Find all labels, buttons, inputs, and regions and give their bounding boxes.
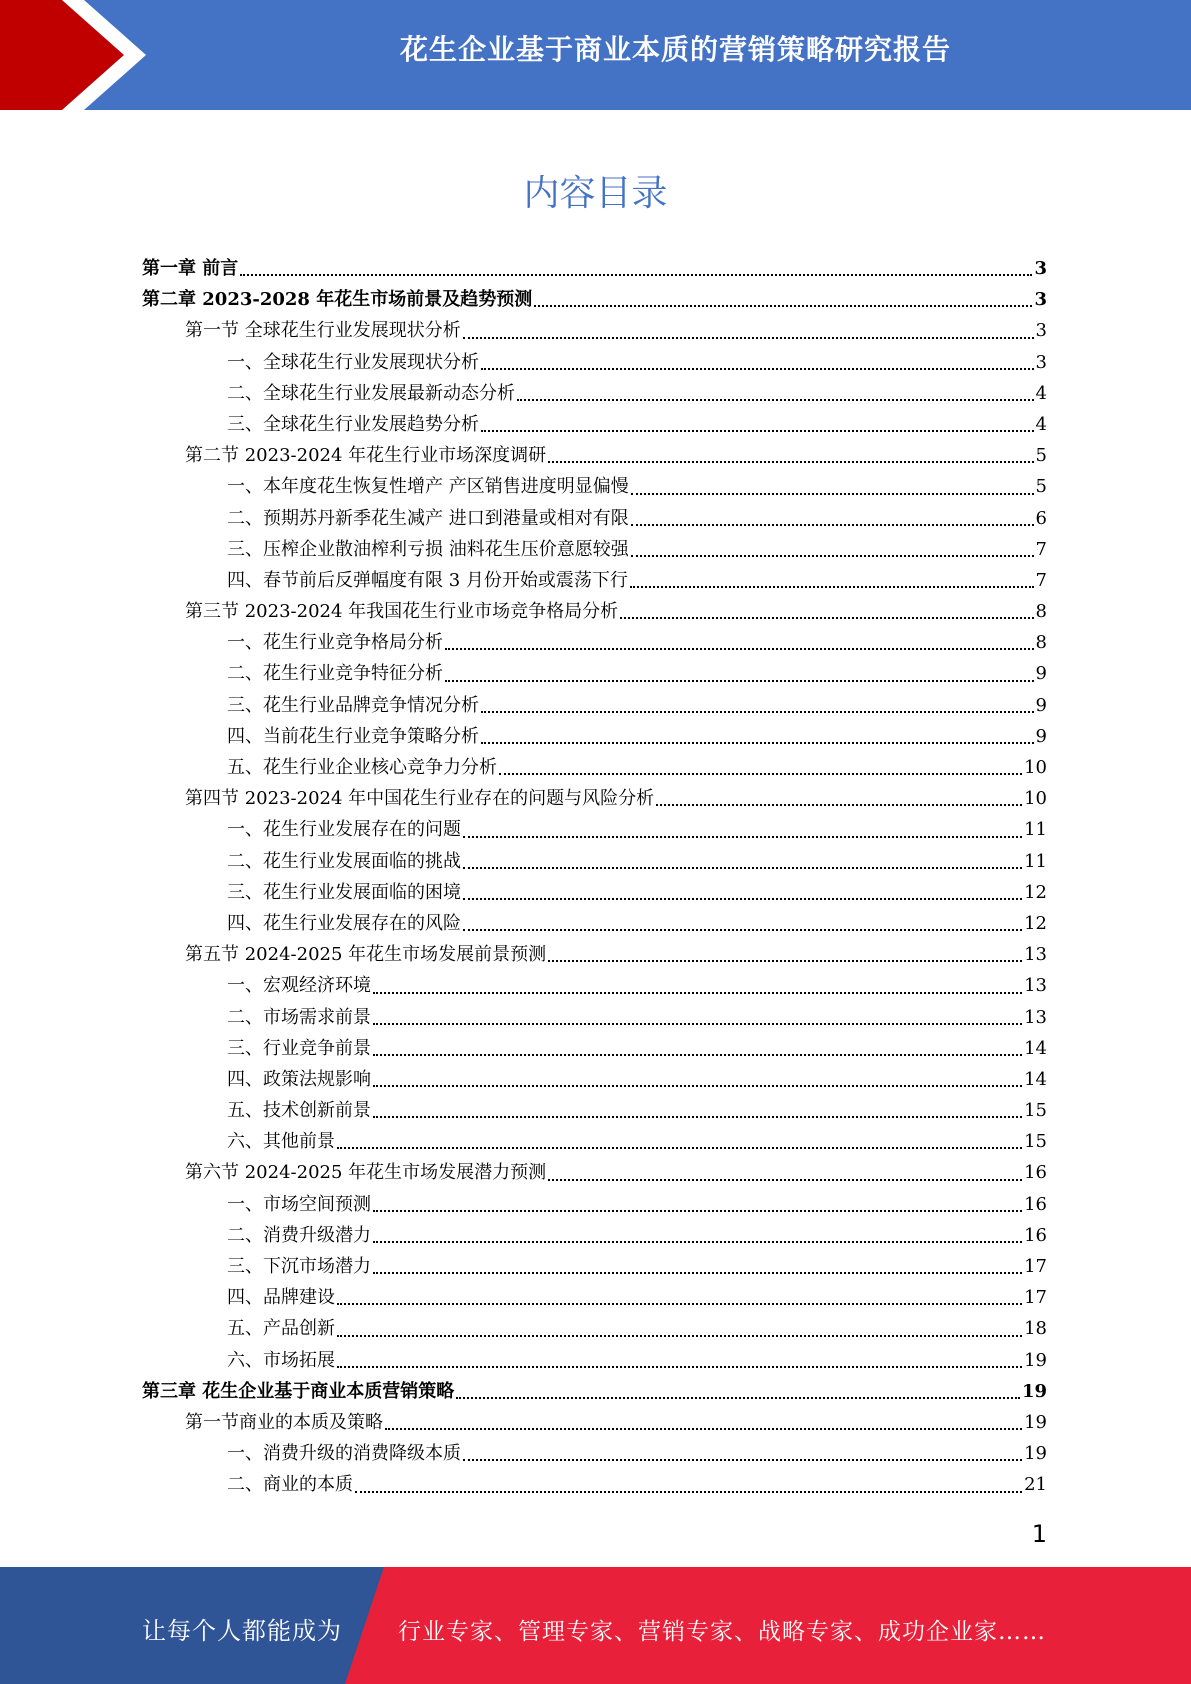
toc-entry-label: 四、花生行业发展存在的风险 — [227, 912, 461, 934]
toc-entry[interactable] — [142, 1314, 1047, 1345]
toc-entry-label: 第五节 2024-2025 年花生市场发展前景预测 — [185, 944, 547, 966]
toc-entry-label: 第一节商业的本质及策略 — [185, 1411, 383, 1433]
toc-entry-label: 第六节 2024-2025 年花生市场发展潜力预测 — [185, 1162, 547, 1184]
toc-entry[interactable] — [142, 254, 1047, 285]
toc-entry[interactable] — [142, 1034, 1047, 1065]
toc-entry[interactable] — [142, 441, 1047, 472]
toc-entry-label: 二、全球花生行业发展最新动态分析 — [227, 382, 515, 404]
toc-entry-page: 17 — [1024, 1287, 1047, 1309]
toc-entry-label: 五、产品创新 — [227, 1318, 335, 1340]
toc-leader-dots — [481, 710, 1034, 713]
toc-entry-label: 一、宏观经济环境 — [227, 975, 371, 997]
toc-entry-page: 3 — [1034, 289, 1047, 311]
toc-entry-page: 8 — [1035, 601, 1047, 623]
toc-entry-page: 16 — [1024, 1193, 1047, 1215]
toc-entry[interactable] — [142, 504, 1047, 535]
toc-leader-dots — [620, 616, 1033, 619]
toc-entry-label: 二、预期苏丹新季花生减产 进口到港量或相对有限 — [227, 507, 629, 529]
toc-entry[interactable] — [142, 722, 1047, 753]
toc-entry[interactable] — [142, 940, 1047, 971]
toc-entry[interactable] — [142, 628, 1047, 659]
toc-entry[interactable] — [142, 1408, 1047, 1439]
toc-entry-page: 3 — [1035, 351, 1047, 373]
toc-entry-page: 5 — [1035, 476, 1047, 498]
toc-leader-dots — [463, 866, 1022, 869]
toc-entry-label: 四、当前花生行业竞争策略分析 — [227, 725, 479, 747]
toc-entry-label: 第一章 前言 — [142, 258, 239, 279]
toc-entry-label: 第三节 2023-2024 年我国花生行业市场竞争格局分析 — [185, 601, 619, 623]
toc-entry-page: 13 — [1024, 944, 1047, 966]
toc-entry-page: 15 — [1024, 1100, 1047, 1122]
toc-leader-dots — [445, 679, 1034, 682]
toc-leader-dots — [463, 336, 1034, 339]
page-number: 1 — [1031, 1520, 1047, 1548]
toc-entry-label: 一、花生行业竞争格局分析 — [227, 632, 443, 654]
toc-leader-dots — [481, 741, 1034, 744]
toc-entry-page: 10 — [1024, 788, 1047, 810]
toc-entry-page: 5 — [1035, 445, 1047, 467]
toc-entry-page: 13 — [1024, 1006, 1047, 1028]
toc-entry-page: 18 — [1024, 1318, 1047, 1340]
toc-entry[interactable] — [142, 1377, 1047, 1408]
toc-entry-page: 11 — [1024, 850, 1047, 872]
report-title: 花生企业基于商业本质的营销策略研究报告 — [399, 33, 951, 66]
header-banner — [0, 0, 1191, 110]
toc-leader-dots — [337, 1146, 1022, 1149]
toc-entry-label: 第四节 2023-2024 年中国花生行业存在的问题与风险分析 — [185, 788, 655, 810]
toc-entry[interactable] — [142, 348, 1047, 379]
toc-entry-page: 10 — [1024, 757, 1047, 778]
toc-entry[interactable] — [142, 1158, 1047, 1189]
toc-entry[interactable] — [142, 1065, 1047, 1096]
toc-entry-label: 三、行业竞争前景 — [227, 1037, 371, 1059]
toc-entry-label: 四、政策法规影响 — [227, 1068, 371, 1090]
toc-entry-label: 第三章 花生企业基于商业本质营销策略 — [142, 1380, 455, 1402]
toc-entry-page: 3 — [1034, 258, 1047, 279]
toc-leader-dots — [373, 1240, 1022, 1243]
toc-entry[interactable] — [142, 316, 1047, 347]
toc-entry[interactable] — [142, 878, 1047, 909]
toc-entry-label: 三、全球花生行业发展趋势分析 — [227, 413, 479, 435]
toc-entry[interactable] — [142, 1283, 1047, 1314]
toc-entry-page: 17 — [1024, 1256, 1047, 1277]
toc-leader-dots — [517, 398, 1034, 401]
toc-leader-dots — [337, 1302, 1022, 1305]
toc-entry-label: 第二章 2023-2028 年花生市场前景及趋势预测 — [142, 289, 533, 311]
toc-entry-page: 4 — [1035, 382, 1047, 404]
toc-entry[interactable] — [142, 691, 1047, 722]
toc-entry-label: 一、市场空间预测 — [227, 1193, 371, 1215]
toc-leader-dots — [481, 429, 1034, 432]
toc-entry-page: 12 — [1024, 881, 1047, 903]
toc-leader-dots — [373, 1022, 1022, 1025]
toc-leader-dots — [656, 803, 1022, 806]
toc-entry-label: 一、花生行业发展存在的问题 — [227, 819, 461, 841]
toc-entry-page: 21 — [1024, 1474, 1047, 1496]
toc-entry-label: 五、技术创新前景 — [227, 1100, 371, 1122]
toc-leader-dots — [548, 460, 1033, 463]
toc-entry-page: 4 — [1035, 413, 1047, 435]
toc-entry-label: 三、压榨企业散油榨利亏损 油料花生压价意愿较强 — [227, 538, 629, 560]
header-arrow-decoration — [0, 0, 150, 110]
toc-entry[interactable] — [142, 659, 1047, 690]
toc-leader-dots — [463, 1458, 1022, 1461]
toc-entry[interactable] — [142, 285, 1047, 316]
toc-entry[interactable] — [142, 847, 1047, 878]
toc-entry[interactable] — [142, 909, 1047, 940]
toc-entry-page: 13 — [1024, 975, 1047, 997]
toc-entry[interactable] — [142, 566, 1047, 597]
toc-entry[interactable] — [142, 784, 1047, 815]
toc-entry-page: 8 — [1035, 632, 1047, 654]
toc-leader-dots — [499, 772, 1022, 775]
toc-entry[interactable] — [142, 1221, 1047, 1252]
footer-slogan-left: 让每个人都能成为 — [142, 1617, 342, 1645]
footer-slogan-right: 行业专家、管理专家、营销专家、战略专家、成功企业家…… — [398, 1619, 1046, 1645]
toc-leader-dots — [630, 585, 1034, 588]
toc-entry-label: 三、下沉市场潜力 — [227, 1256, 371, 1277]
toc-leader-dots — [373, 1084, 1022, 1087]
toc-entry[interactable] — [142, 1127, 1047, 1158]
toc-leader-dots — [463, 835, 1022, 838]
toc-entry[interactable] — [142, 379, 1047, 410]
toc-leader-dots — [631, 492, 1034, 495]
toc-entry-page: 3 — [1035, 320, 1047, 342]
toc-entry-label: 第二节 2023-2024 年花生行业市场深度调研 — [185, 445, 547, 467]
toc-entry-label: 三、花生行业发展面临的困境 — [227, 881, 461, 903]
toc-leader-dots — [548, 959, 1022, 962]
toc-entry-page: 19 — [1024, 1349, 1047, 1371]
toc-entry-label: 一、本年度花生恢复性增产 产区销售进度明显偏慢 — [227, 476, 629, 498]
toc-entry-label: 六、其他前景 — [227, 1131, 335, 1153]
toc-leader-dots — [337, 1334, 1022, 1337]
toc-entry-label: 第一节 全球花生行业发展现状分析 — [185, 320, 461, 342]
toc-entry[interactable] — [142, 535, 1047, 566]
toc-entry-page: 19 — [1024, 1443, 1047, 1465]
toc-leader-dots — [373, 991, 1022, 994]
toc-entry[interactable] — [142, 1096, 1047, 1127]
toc-leader-dots — [548, 1178, 1022, 1181]
toc-entry-page: 7 — [1035, 569, 1047, 591]
toc-entry[interactable] — [142, 472, 1047, 503]
toc-entry-page: 6 — [1035, 507, 1047, 529]
toc-entry[interactable] — [142, 1470, 1047, 1501]
toc-leader-dots — [456, 1396, 1020, 1399]
toc-entry-label: 四、春节前后反弹幅度有限 3 月份开始或震荡下行 — [227, 569, 628, 591]
toc-entry-label: 五、花生行业企业核心竞争力分析 — [227, 757, 497, 778]
toc-entry-label: 二、花生行业竞争特征分析 — [227, 663, 443, 685]
toc-entry-label: 三、花生行业品牌竞争情况分析 — [227, 694, 479, 716]
toc-leader-dots — [631, 523, 1034, 526]
toc-leader-dots — [481, 367, 1034, 370]
toc-entry[interactable] — [142, 815, 1047, 846]
toc-leader-dots — [463, 897, 1022, 900]
toc-entry-page: 9 — [1035, 663, 1047, 685]
toc-entry-page: 16 — [1024, 1162, 1047, 1184]
toc-leader-dots — [373, 1209, 1022, 1212]
toc-entry-page: 15 — [1024, 1131, 1047, 1153]
toc-leader-dots — [463, 928, 1022, 931]
toc-entry[interactable] — [142, 971, 1047, 1002]
toc-entry-label: 二、消费升级潜力 — [227, 1224, 371, 1246]
toc-entry[interactable] — [142, 1439, 1047, 1470]
toc-entry-page: 16 — [1024, 1224, 1047, 1246]
toc-leader-dots — [631, 554, 1034, 557]
toc-entry-label: 一、消费升级的消费降级本质 — [227, 1443, 461, 1465]
toc-leader-dots — [534, 304, 1032, 307]
toc-entry-page: 14 — [1024, 1037, 1047, 1059]
toc-heading: 内容目录 — [523, 173, 668, 214]
toc-entry-page: 12 — [1024, 912, 1047, 934]
toc-entry-label: 二、市场需求前景 — [227, 1006, 371, 1028]
toc-leader-dots — [373, 1053, 1022, 1056]
footer-banner — [0, 1567, 1191, 1684]
toc-entry[interactable] — [142, 1252, 1047, 1283]
toc-entry-label: 四、品牌建设 — [227, 1287, 335, 1309]
toc-entry-page: 14 — [1024, 1068, 1047, 1090]
toc-entry[interactable] — [142, 1190, 1047, 1221]
toc-entry[interactable] — [142, 1346, 1047, 1377]
toc-leader-dots — [373, 1271, 1022, 1274]
toc-leader-dots — [373, 1115, 1022, 1118]
toc-entry-label: 二、商业的本质 — [227, 1474, 353, 1496]
toc-leader-dots — [385, 1427, 1022, 1430]
toc-leader-dots — [445, 647, 1034, 650]
toc-entry-label: 二、花生行业发展面临的挑战 — [227, 850, 461, 872]
toc-entry[interactable] — [142, 410, 1047, 441]
toc-leader-dots — [240, 273, 1032, 276]
toc-entry[interactable] — [142, 597, 1047, 628]
toc-entry-label: 六、市场拓展 — [227, 1349, 335, 1371]
table-of-contents — [142, 254, 1047, 1502]
toc-entry-label: 一、全球花生行业发展现状分析 — [227, 351, 479, 373]
toc-entry-page: 19 — [1024, 1411, 1047, 1433]
toc-entry-page: 9 — [1035, 694, 1047, 716]
toc-entry-page: 19 — [1021, 1380, 1047, 1402]
toc-entry-page: 11 — [1024, 819, 1047, 841]
toc-leader-dots — [355, 1490, 1022, 1493]
toc-entry-page: 7 — [1035, 538, 1047, 560]
toc-entry[interactable] — [142, 1003, 1047, 1034]
toc-entry[interactable] — [142, 753, 1047, 784]
toc-leader-dots — [337, 1365, 1022, 1368]
toc-entry-page: 9 — [1035, 725, 1047, 747]
